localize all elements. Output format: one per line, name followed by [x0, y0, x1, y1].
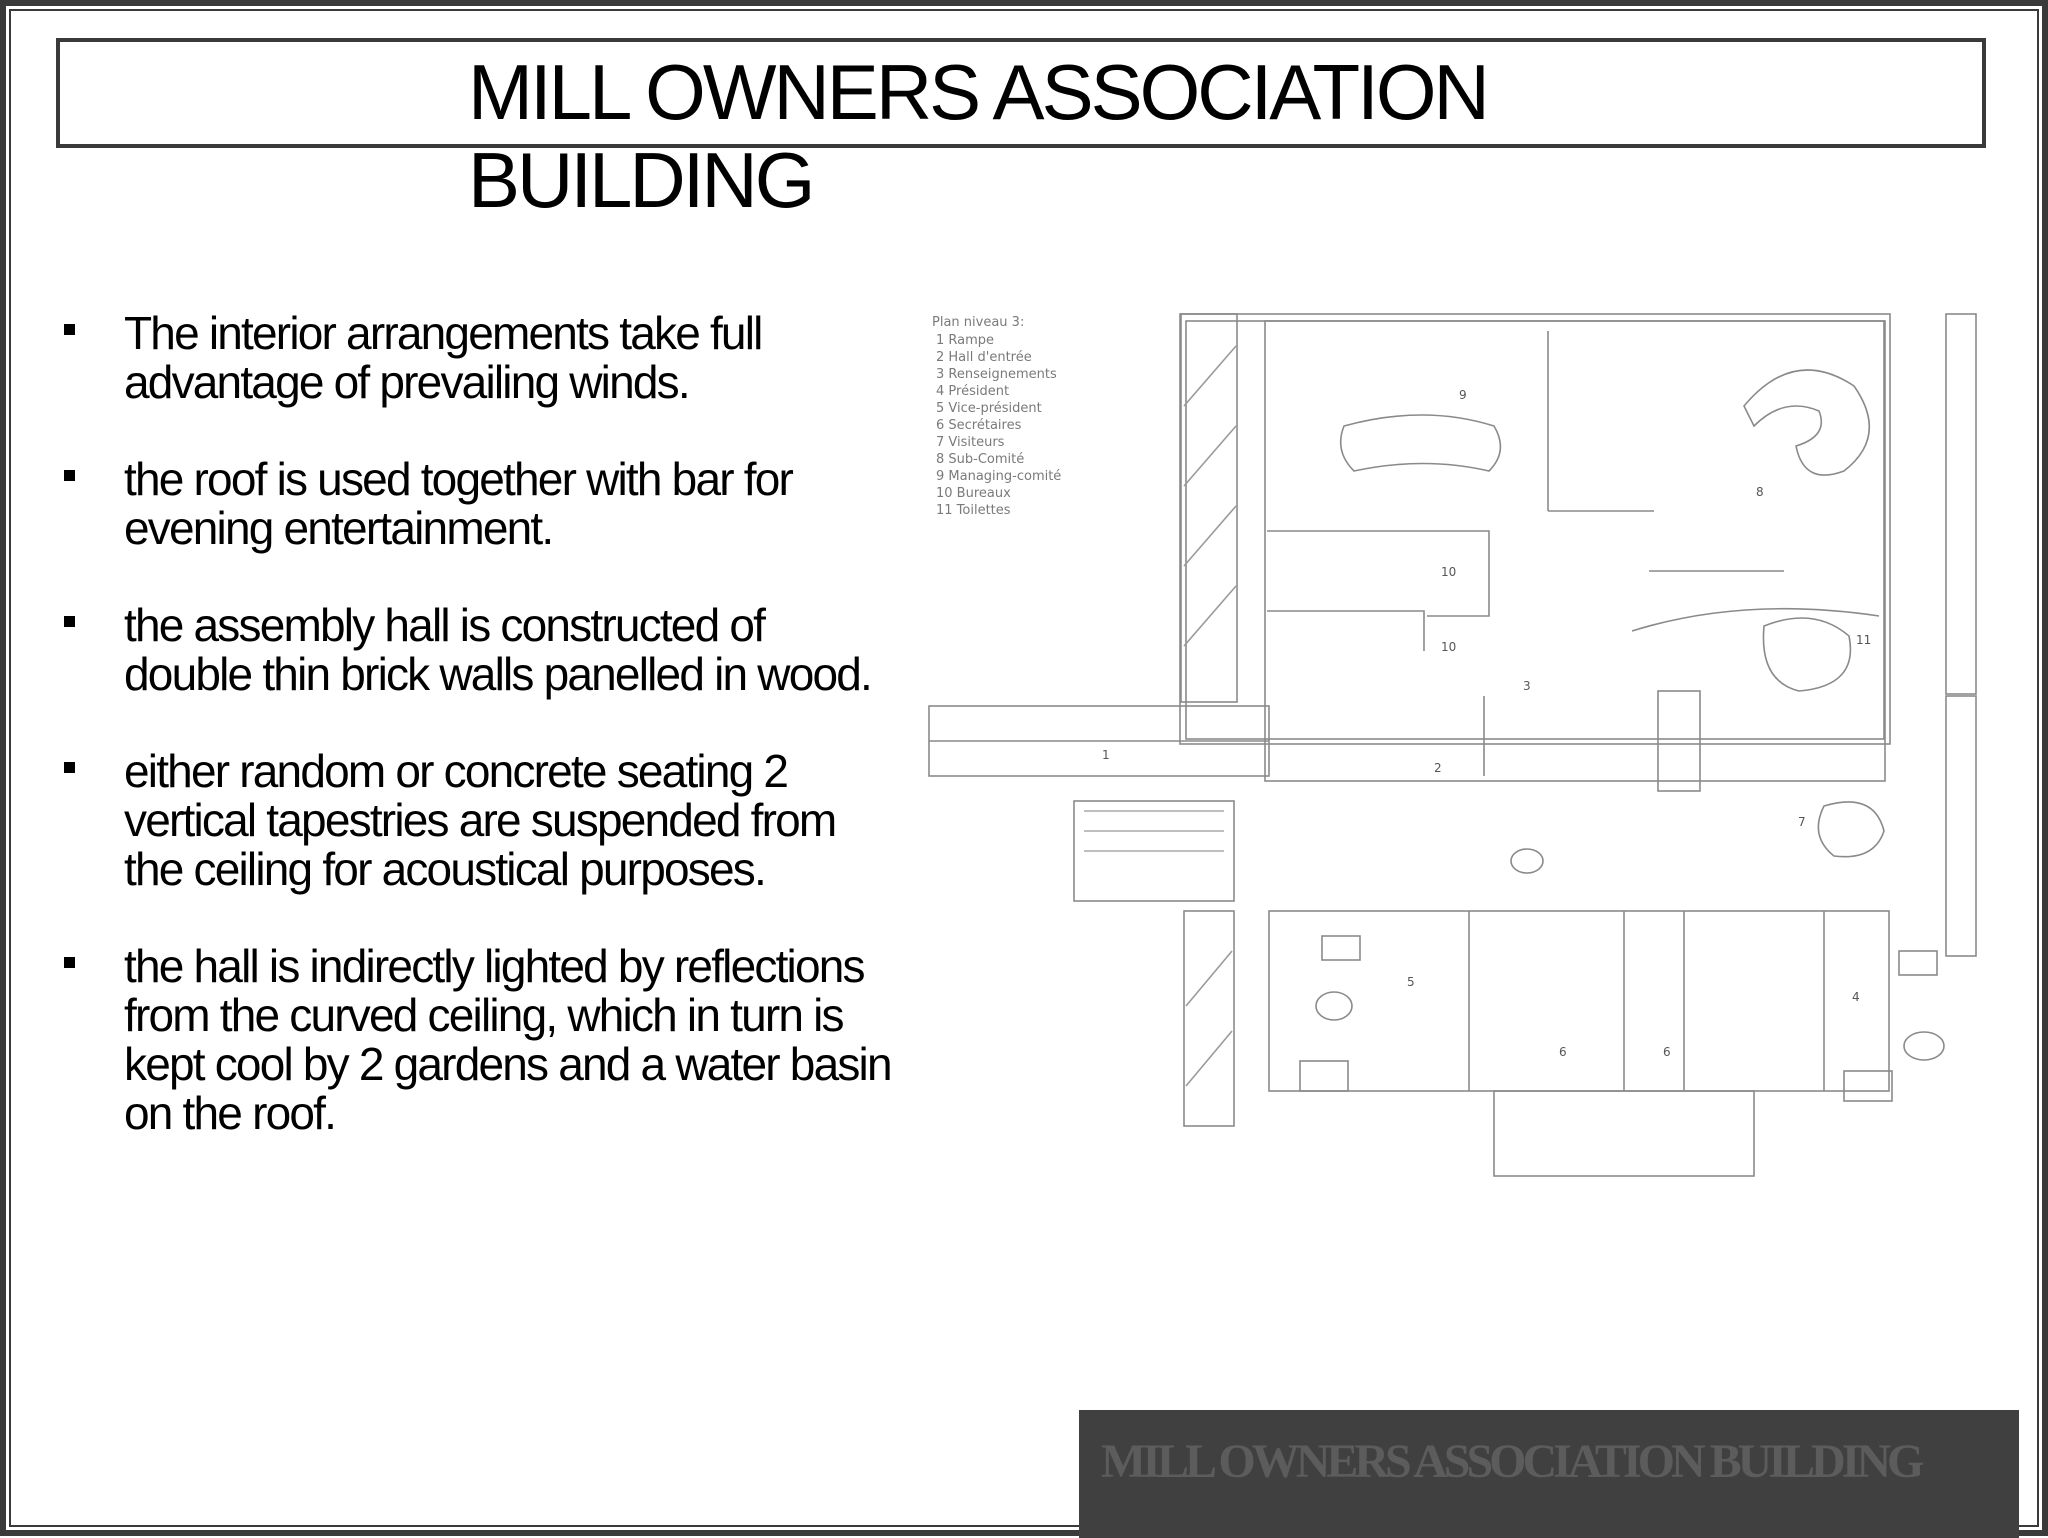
plan-legend-item: 8 Sub-Comité: [936, 452, 1025, 467]
square-bullet-icon: [64, 616, 75, 627]
bullet-item: [58, 601, 898, 699]
plan-legend-title: Plan niveau 3:: [932, 315, 1025, 330]
plan-legend-item: 11 Toilettes: [936, 503, 1011, 518]
room-number: 1: [1102, 748, 1110, 762]
bullet-list: [58, 309, 898, 1186]
slide-title: MILL OWNERS ASSOCIATION BUILDING: [468, 48, 1487, 224]
plan-legend-item: 2 Hall d'entrée: [936, 350, 1032, 365]
plan-legend-item: 1 Rampe: [936, 333, 995, 348]
room-number: 10: [1441, 565, 1457, 579]
bullet-text: The interior arrangements take full advantage of prevailing winds.: [124, 307, 762, 408]
plan-legend-item: 5 Vice-président: [936, 401, 1042, 416]
room-number: 7: [1798, 815, 1806, 829]
room-number: 10: [1441, 640, 1457, 654]
floor-plan-image: [924, 286, 2014, 1216]
room-number: 3: [1523, 679, 1531, 693]
room-number: 4: [1852, 990, 1860, 1004]
plan-legend-item: 9 Managing-comité: [936, 469, 1062, 484]
room-number: 11: [1856, 633, 1872, 647]
room-number: 2: [1434, 761, 1442, 775]
bullet-text: the roof is used together with bar for evening entertainment.: [124, 453, 793, 554]
plan-legend-item: 7 Visiteurs: [936, 435, 1005, 450]
plan-legend-item: 3 Renseignements: [936, 367, 1057, 382]
bullet-text: the assembly hall is constructed of double thin brick walls panelled in wood.: [124, 599, 872, 700]
room-number: 9: [1459, 388, 1467, 402]
bullet-item: [58, 309, 898, 407]
square-bullet-icon: [64, 324, 75, 335]
square-bullet-icon: [64, 957, 75, 968]
plan-legend-item: 10 Bureaux: [936, 486, 1011, 501]
square-bullet-icon: [64, 762, 75, 773]
room-number: 8: [1756, 485, 1764, 499]
room-number: 6: [1559, 1045, 1567, 1059]
plan-legend-item: 4 Président: [936, 384, 1010, 399]
room-number: 5: [1407, 975, 1415, 989]
footer-banner: [1079, 1410, 2019, 1538]
bullet-text: either random or concrete seating 2 vertical tapestries are suspended from the ceiling for acoustical purposes.: [124, 745, 836, 895]
bullet-item: [58, 455, 898, 553]
square-bullet-icon: [64, 470, 75, 481]
bullet-text: the hall is indirectly lighted by reflections from the curved ceiling, which in turn is kept cool by 2 gardens and a water basin on the roof.: [124, 940, 891, 1139]
plan-legend-item: 6 Secrétaires: [936, 418, 1022, 433]
footer-title: MILL OWNERS ASSOCIATION BUILDING: [1101, 1435, 1921, 1488]
bullet-item: [58, 747, 898, 894]
bullet-item: [58, 942, 898, 1138]
room-number: 6: [1663, 1045, 1671, 1059]
